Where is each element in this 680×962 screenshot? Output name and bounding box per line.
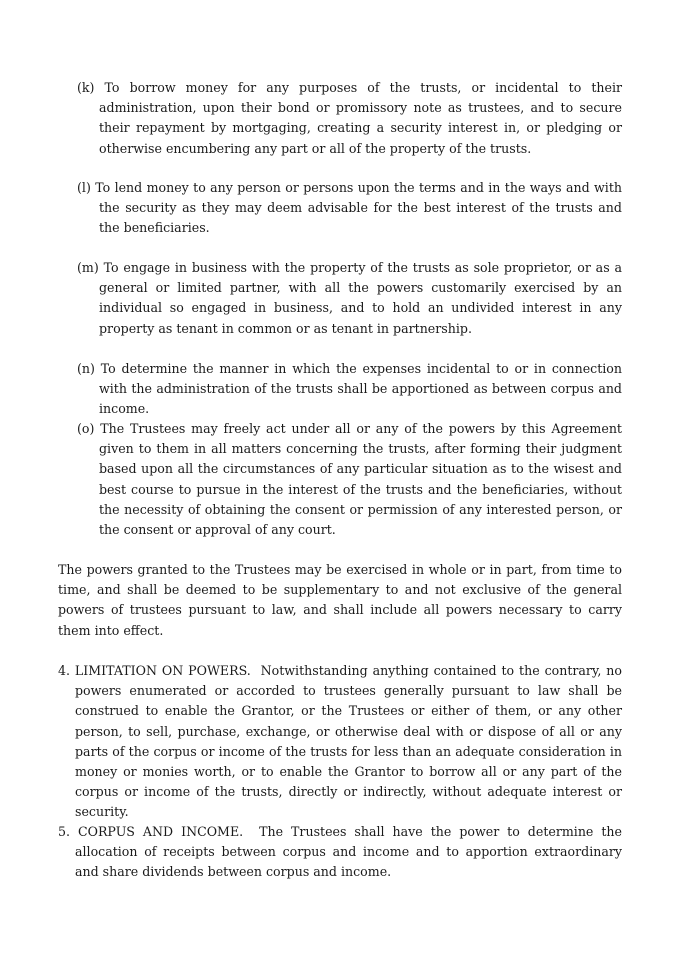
powers-paragraph-text: The powers granted to the Trustees may be exercised in whole or in part, from time to time, and shall be deemed to be supplementary to and not exclusive of the general powers of trustees pursuant to law, and shall include all powers necessary to carry them into effect.	[58, 562, 622, 638]
section-5-text: 5. CORPUS AND INCOME. The Trustees shall have the power to determine the allocation of receipts between corpus and income and to apportion extraordinary and share dividends between corpus and income.	[58, 824, 627, 880]
power-item-n-text: (n) To determine the manner in which the expenses incidental to or in connection with the administration of the trusts shall be apportioned as between corpus and income.	[77, 361, 622, 417]
power-item-l	[77, 178, 622, 239]
power-item-o	[77, 419, 622, 540]
power-item-m	[77, 258, 622, 339]
section-4-limitation-on-powers	[58, 661, 627, 823]
section-4-text: 4. LIMITATION ON POWERS. Notwithstanding anything contained to the contrary, no powers enumerated or accorded to trustees generally pursuant to law shall be construed to enable the Grantor, or the Trustees or either of them, or any other person, to sell, purchase, exchange, or otherwise deal with or dispose of all or any parts of the corpus or income of the trusts for less than an adequate consideration in money or monies worth, or to enable the Grantor to borrow all or any part of the corpus or income of the trusts, directly or indirectly, without adequate interest or security.	[58, 663, 627, 820]
power-item-k-text: (k) To borrow money for any purposes of the trusts, or incidental to their administration, upon their bond or promissory note as trustees, and to secure their repayment by mortgaging, creating a security interest in, or pledging or otherwise encumbering any part or all of the property of the trusts.	[77, 80, 622, 156]
power-item-l-text: (l) To lend money to any person or persons upon the terms and in the ways and with the security as they may deem advisable for the best interest of the trusts and the beneficiaries.	[77, 180, 622, 236]
power-item-k	[77, 78, 622, 159]
powers-paragraph	[58, 560, 622, 641]
power-item-n	[77, 359, 622, 420]
power-item-m-text: (m) To engage in business with the property of the trusts as sole proprietor, or as a general or limited partner, with all the powers customarily exercised by an individual so engaged in business, and to hold an undivided interest in any property as tenant in common or as tenant in partnership.	[77, 260, 622, 336]
power-item-o-text: (o) The Trustees may freely act under all or any of the powers by this Agreement given to them in all matters concerning the trusts, after forming their judgment based upon all the circumstances of any particular situation as to the wisest and best course to pursue in the interest of the trusts and the beneficiaries, without the necessity of obtaining the consent or permission of any interested person, or the consent or approval of any court.	[77, 421, 622, 538]
section-5-corpus-and-income	[58, 822, 627, 883]
